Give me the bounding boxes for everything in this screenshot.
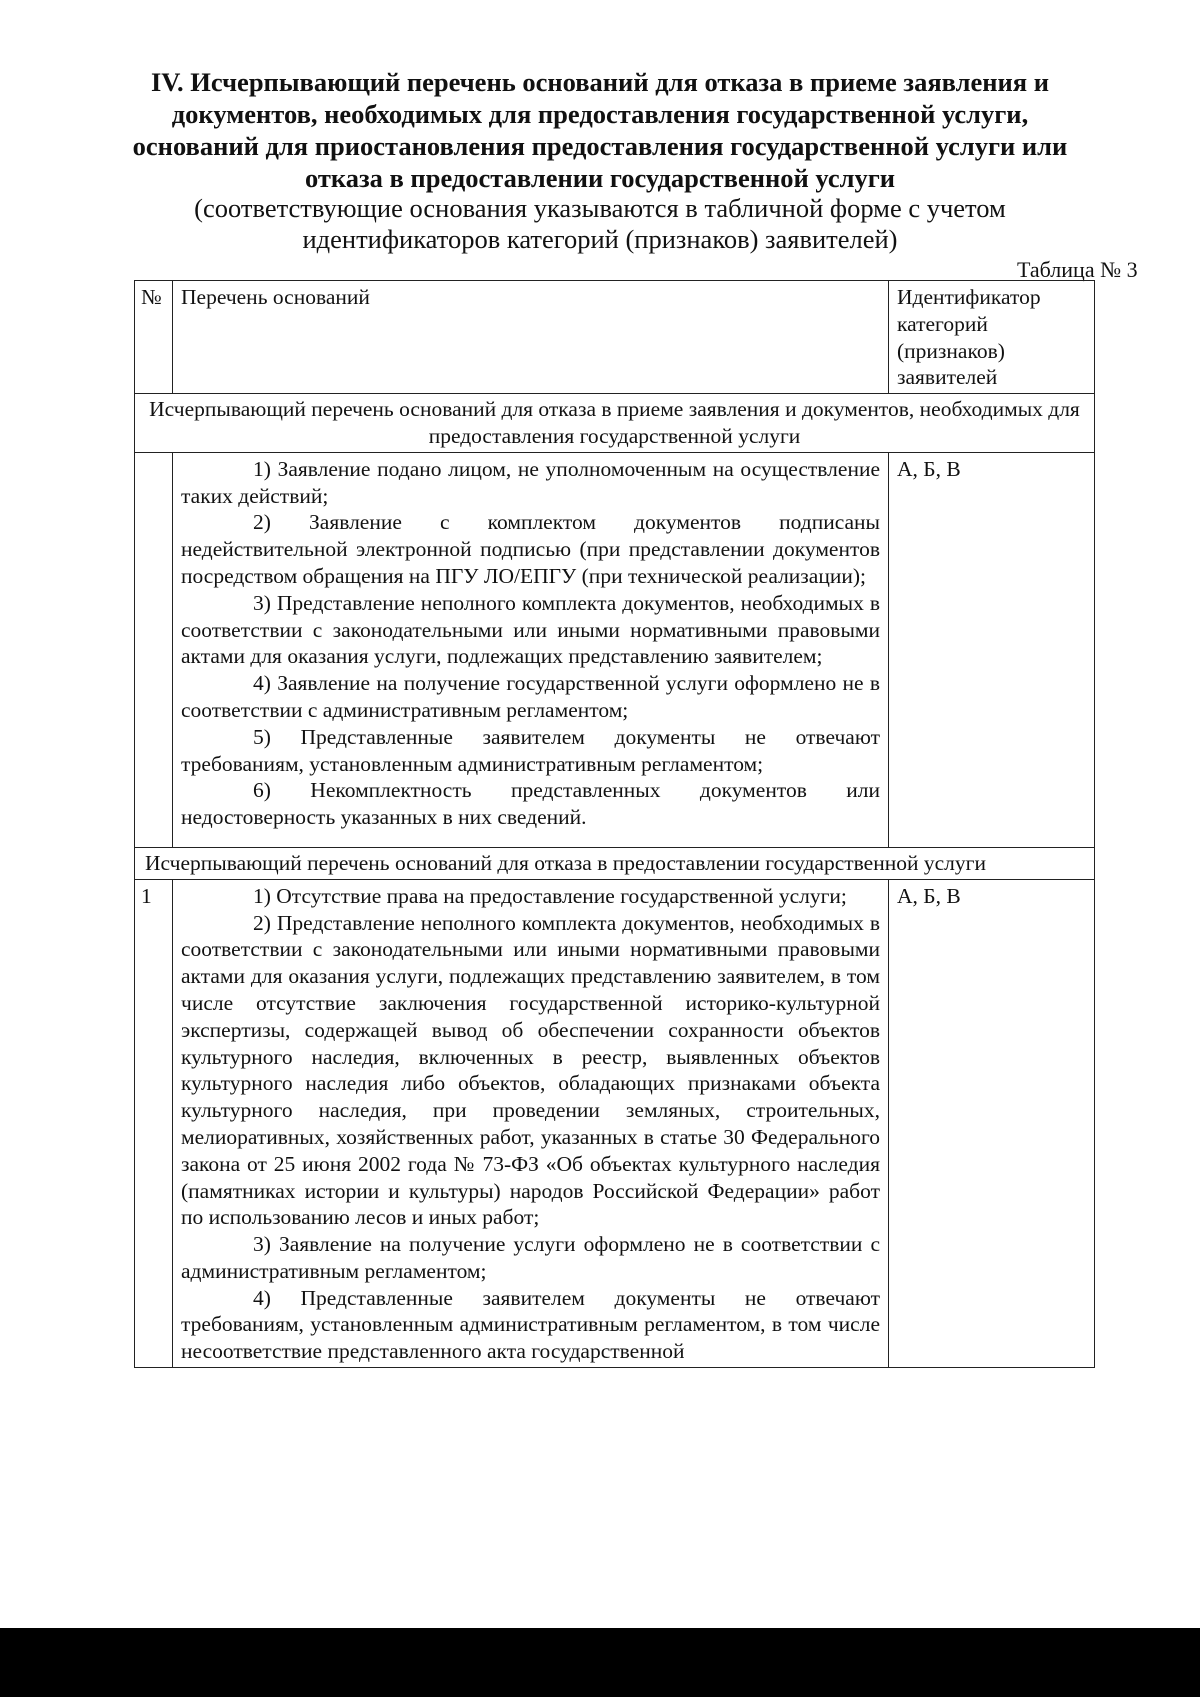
heading-line: документов, необходимых для предоставления государственной услуги,: [171, 99, 1029, 129]
reason-item: 3) Заявление на получение услуги оформлено не в соответствии с административным регламентом;: [181, 1232, 880, 1283]
reason-item: 4) Представленные заявителем документы не отвечают требованиям, установленным административным регламентом, в том числе несоответствие представленного акта государственной: [181, 1285, 880, 1364]
identifier-cell: А, Б, В: [889, 452, 1095, 847]
header-identifier: Идентификатор категорий (признаков) заявителей: [889, 281, 1095, 394]
section-title: Исчерпывающий перечень оснований для отказа в предоставлении государственной услуги: [135, 847, 1095, 879]
reason-item: 5) Представленные заявителем документы не отвечают требованиям, установленным административным регламентом;: [181, 724, 880, 776]
section-title: Исчерпывающий перечень оснований для отказа в приеме заявления и документов, необходимых для предоставления государственной услуги: [135, 394, 1095, 453]
grounds-table: [134, 280, 1095, 1368]
reasons-cell: [173, 879, 889, 1367]
scan-bottom-edge: [0, 1628, 1200, 1697]
document-subheading: [120, 193, 1080, 255]
reason-item: 1) Заявление подано лицом, не уполномоченным на осуществление таких действий;: [181, 456, 880, 508]
header-reasons: Перечень оснований: [173, 281, 889, 394]
row-number: [135, 452, 173, 847]
section-row-refusal-acceptance: [135, 394, 1095, 453]
reason-item: 2) Представление неполного комплекта документов, необходимых в соответствии с законодательными или иными нормативными правовыми актами для оказания услуги, подлежащих представлению заявителем, в том числе отсутствие заключения государственной историко-культурной экспертизы, содержащей вывод об обеспечении сохранности объектов культурного наследия, включенных в реестр, выявленных объектов культурного наследия либо объектов, обладающих признаками объекта культурного наследия, при проведении земляных, строительных, мелиоративных, хозяйственных работ, указанных в статье 30 Федерального закона от 25 июня 2002 года № 73-ФЗ «Об объектах культурного наследия (памятниках истории и культуры) народов Российской Федерации» работ по использованию лесов и иных работ;: [181, 910, 880, 1230]
reason-item: 2) Заявление с комплектом документов подписаны недействительной электронной подписью (при представлении документов посредством обращения на ПГУ ЛО/ЕПГУ (при технической реализации);: [181, 510, 880, 588]
table-row: [135, 879, 1095, 1367]
table-header-row: [135, 281, 1095, 394]
header-number: №: [135, 281, 173, 394]
reasons-cell: [173, 452, 889, 847]
table-caption: Таблица № 3: [1017, 257, 1138, 282]
subheading-line: идентификаторов категорий (признаков) заявителей): [302, 224, 898, 254]
grounds-table-wrapper: [134, 280, 1094, 1368]
row-number: 1: [135, 879, 173, 1367]
reason-item: 4) Заявление на получение государственной услуги оформлено не в соответствии с административным регламентом;: [181, 671, 880, 722]
identifier-cell: А, Б, В: [889, 879, 1095, 1367]
document-heading: [120, 66, 1080, 194]
heading-line: оснований для приостановления предоставления государственной услуги или: [132, 131, 1068, 161]
reason-item: 1) Отсутствие права на предоставление государственной услуги;: [253, 883, 847, 908]
section-row-refusal-service: [135, 847, 1095, 879]
reason-item: 6) Некомплектность представленных документов или недостоверность указанных в них сведений.: [181, 778, 880, 830]
heading-line: IV. Исчерпывающий перечень оснований для отказа в приеме заявления и: [150, 67, 1050, 97]
table-row: [135, 452, 1095, 847]
subheading-line: (соответствующие основания указываются в табличной форме с учетом: [194, 193, 1006, 223]
heading-line: отказа в предоставлении государственной услуги: [304, 163, 896, 193]
reason-item: 3) Представление неполного комплекта документов, необходимых в соответствии с законодательными или иными нормативными правовыми актами для оказания услуги, подлежащих представлению заявителем;: [181, 590, 880, 669]
